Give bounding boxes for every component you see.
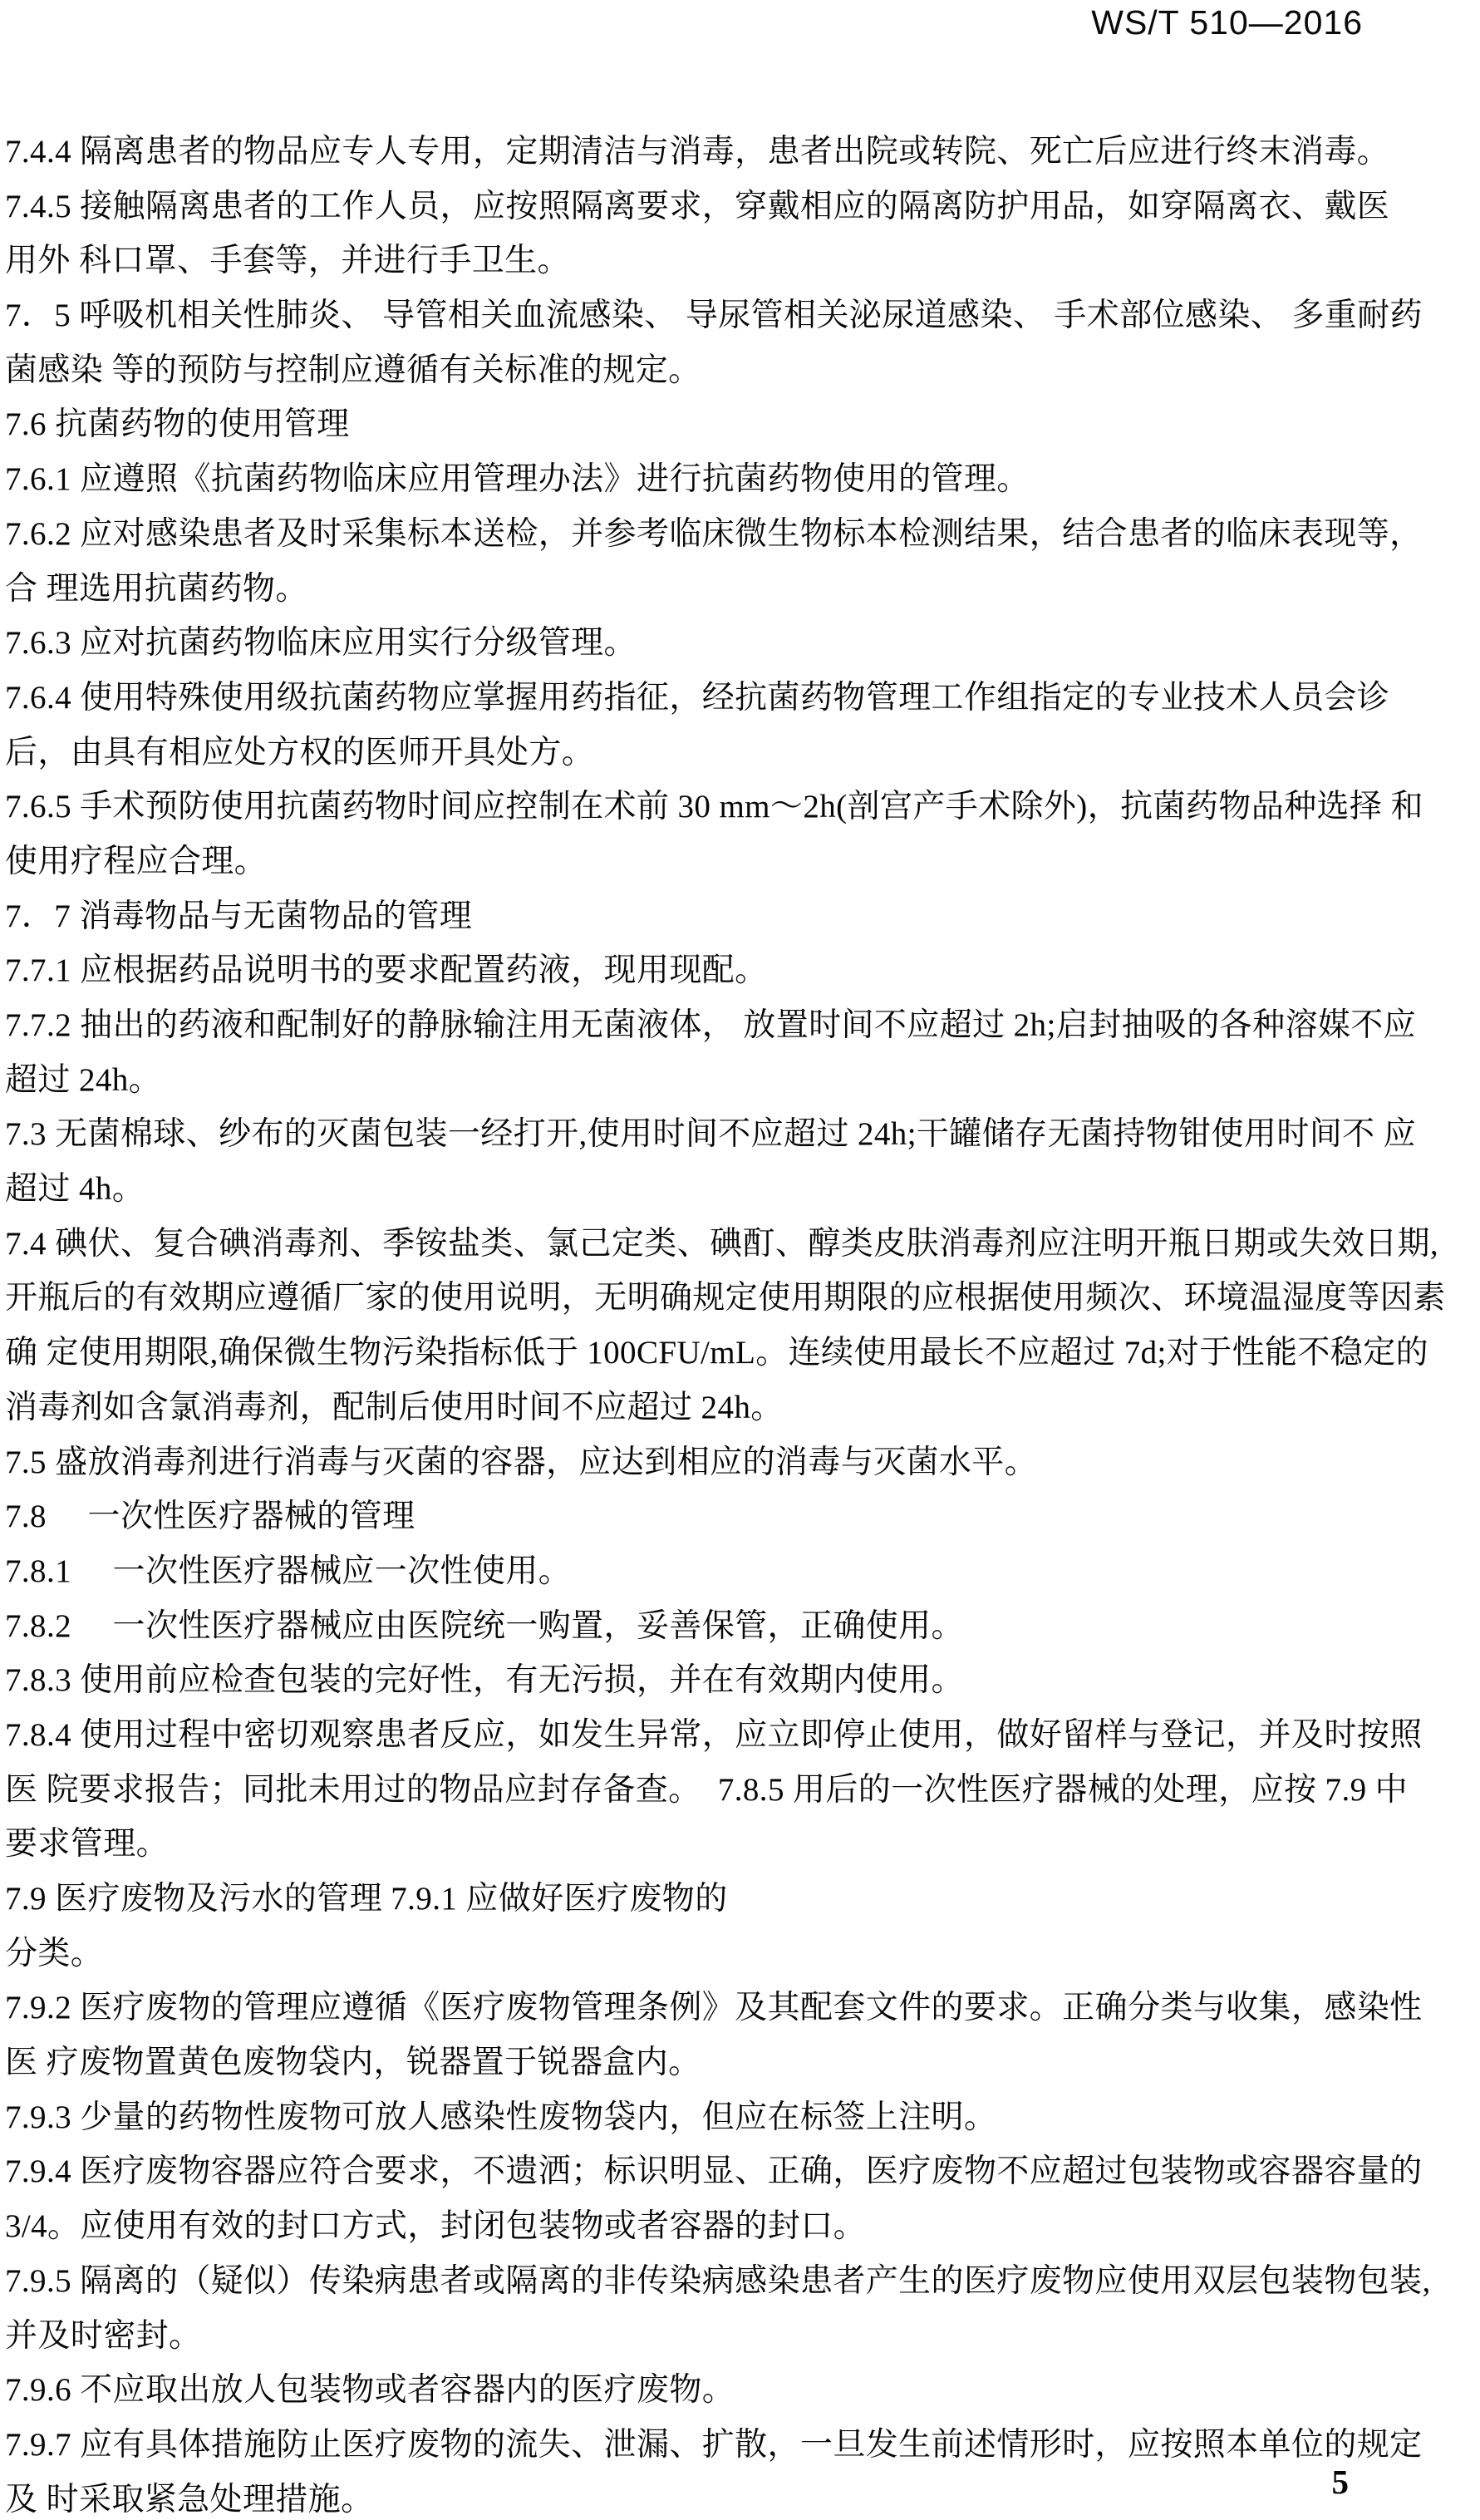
text-line: 医 院要求报告；同批未用过的物品应封存备查。 7.8.5 用后的一次性医疗器械的处理，应按 7.9 中 — [5, 1771, 1409, 1808]
text-line: 开瓶后的有效期应遵循厂家的使用说明，无明确规定使用期限的应根据使用频次、环境温湿度等因素 — [5, 1280, 1446, 1317]
text-line: 并及时密封。 — [5, 2317, 202, 2354]
text-line: 7．7 消毒物品与无菌物品的管理 — [5, 898, 473, 934]
text-line: 7.5 盛放消毒剂进行消毒与灭菌的容器，应达到相应的消毒与灭菌水平。 — [5, 1444, 1038, 1480]
text-line: 7.3 无菌棉球、纱布的灭菌包装一经打开,使用时间不应超过 24h;干罐储存无菌持物钳使用时间不 应 — [5, 1116, 1417, 1153]
text-line: 7.9.5 隔离的（疑似）传染病患者或隔离的非传染病感染患者产生的医疗废物应使用双层包装物包装, — [5, 2262, 1431, 2299]
text-line: 分类。 — [5, 1935, 104, 1971]
text-line: 超过 4h。 — [5, 1171, 145, 1208]
text-line: 7.9.7 应有具体措施防止医疗废物的流失、泄漏、扩散，一旦发生前述情形时，应按照本单位的规定 — [5, 2426, 1423, 2463]
text-line: 超过 24h。 — [5, 1061, 162, 1098]
text-line: 医 疗废物置黄色废物袋内，锐器置于锐器盒内。 — [5, 2045, 701, 2081]
text-line: 7.9.3 少量的药物性废物可放人感染性废物袋内，但应在标签上注明。 — [5, 2099, 997, 2135]
text-line: 7.8.2 一次性医疗器械应由医院统一购置，妥善保管，正确使用。 — [5, 1607, 964, 1644]
text-line: 后，由具有相应处方权的医师开具处方。 — [5, 734, 595, 770]
text-line: 7.8.4 使用过程中密切观察患者反应，如发生异常，应立即停止使用，做好留样与登记，并及时按照 — [5, 1716, 1423, 1753]
text-line: 使用疗程应合理。 — [5, 843, 268, 879]
text-line: 合 理选用抗菌药物。 — [5, 570, 308, 607]
text-line: 7.8.3 使用前应检查包装的完好性，有无污损，并在有效期内使用。 — [5, 1662, 964, 1699]
text-line: 7.9 医疗废物及污水的管理 7.9.1 应做好医疗废物的 — [5, 1881, 728, 1917]
text-line: 7.8 一次性医疗器械的管理 — [5, 1499, 415, 1535]
text-line: 7.6.5 手术预防使用抗菌药物时间应控制在术前 30 mm～2h(剖宫产手术除外)，抗菌药物品种选择 和 — [5, 789, 1423, 825]
text-line: 7.9.6 不应取出放人包装物或者容器内的医疗废物。 — [5, 2372, 735, 2409]
text-line: 7.9.4 医疗废物容器应符合要求，不遗洒；标识明显、正确，医疗废物不应超过包装物或容器容量的 — [5, 2153, 1423, 2190]
text-line: 7.6.3 应对抗菌药物临床应用实行分级管理。 — [5, 625, 637, 662]
page-number: 5 — [1331, 2463, 1349, 2501]
text-line: 7.6 抗菌药物的使用管理 — [5, 406, 350, 443]
text-line: 及 时采取紧急处理措施。 — [5, 2481, 374, 2518]
text-line: 7.7.2 抽出的药液和配制好的静脉输注用无菌液体， 放置时间不应超过 2h;启封抽吸的各种溶媒不应 — [5, 1007, 1417, 1043]
text-line: 7.4.5 接触隔离患者的工作人员，应按照隔离要求，穿戴相应的隔离防护用品，如穿隔离衣、戴医 — [5, 188, 1390, 224]
text-line: 用外 科口罩、手套等，并进行手卫生。 — [5, 243, 570, 279]
text-line: 7．5 呼吸机相关性肺炎、 导管相关血流感染、 导尿管相关泌尿道感染、 手术部位感染、 多重耐药 — [5, 298, 1423, 334]
document-body — [5, 125, 1477, 2520]
text-line: 7.9.2 医疗废物的管理应遵循《医疗废物管理条例》及其配套文件的要求。正确分类与收集，感染性 — [5, 1990, 1423, 2026]
text-line: 要求管理。 — [5, 1826, 170, 1863]
text-line: 3/4。应使用有效的封口方式，封闭包装物或者容器的封口。 — [5, 2208, 867, 2245]
standard-code-header: WS/T 510—2016 — [1091, 3, 1363, 42]
text-line: 确 定使用期限,确保微生物污染指标低于 100CFU/mL。连续使用最长不应超过 7d;对于性能不稳定的 — [5, 1335, 1428, 1371]
text-line: 7.6.4 使用特殊使用级抗菌药物应掌握用药指征，经抗菌药物管理工作组指定的专业技术人员会诊 — [5, 679, 1390, 716]
text-line: 消毒剂如含氯消毒剂，配制后使用时间不应超过 24h。 — [5, 1389, 784, 1425]
text-line: 7.4 碘伏、复合碘消毒剂、季铵盐类、氯己定类、碘酊、醇类皮肤消毒剂应注明开瓶日期或失效日期, — [5, 1225, 1439, 1262]
text-line: 菌感染 等的预防与控制应遵循有关标准的规定。 — [5, 352, 701, 388]
text-line: 7.6.2 应对感染患者及时采集标本送检，并参考临床微生物标本检测结果，结合患者的临床表现等， — [5, 515, 1423, 552]
text-line: 7.6.1 应遵照《抗菌药物临床应用管理办法》进行抗菌药物使用的管理。 — [5, 461, 1030, 498]
text-line: 7.8.1 一次性医疗器械应一次性使用。 — [5, 1553, 572, 1589]
text-line: 7.7.1 应根据药品说明书的要求配置药液，现用现配。 — [5, 952, 768, 989]
text-line: 7.4.4 隔离患者的物品应专人专用，定期清洁与消毒，患者出院或转院、死亡后应进行终末消毒。 — [5, 134, 1390, 170]
